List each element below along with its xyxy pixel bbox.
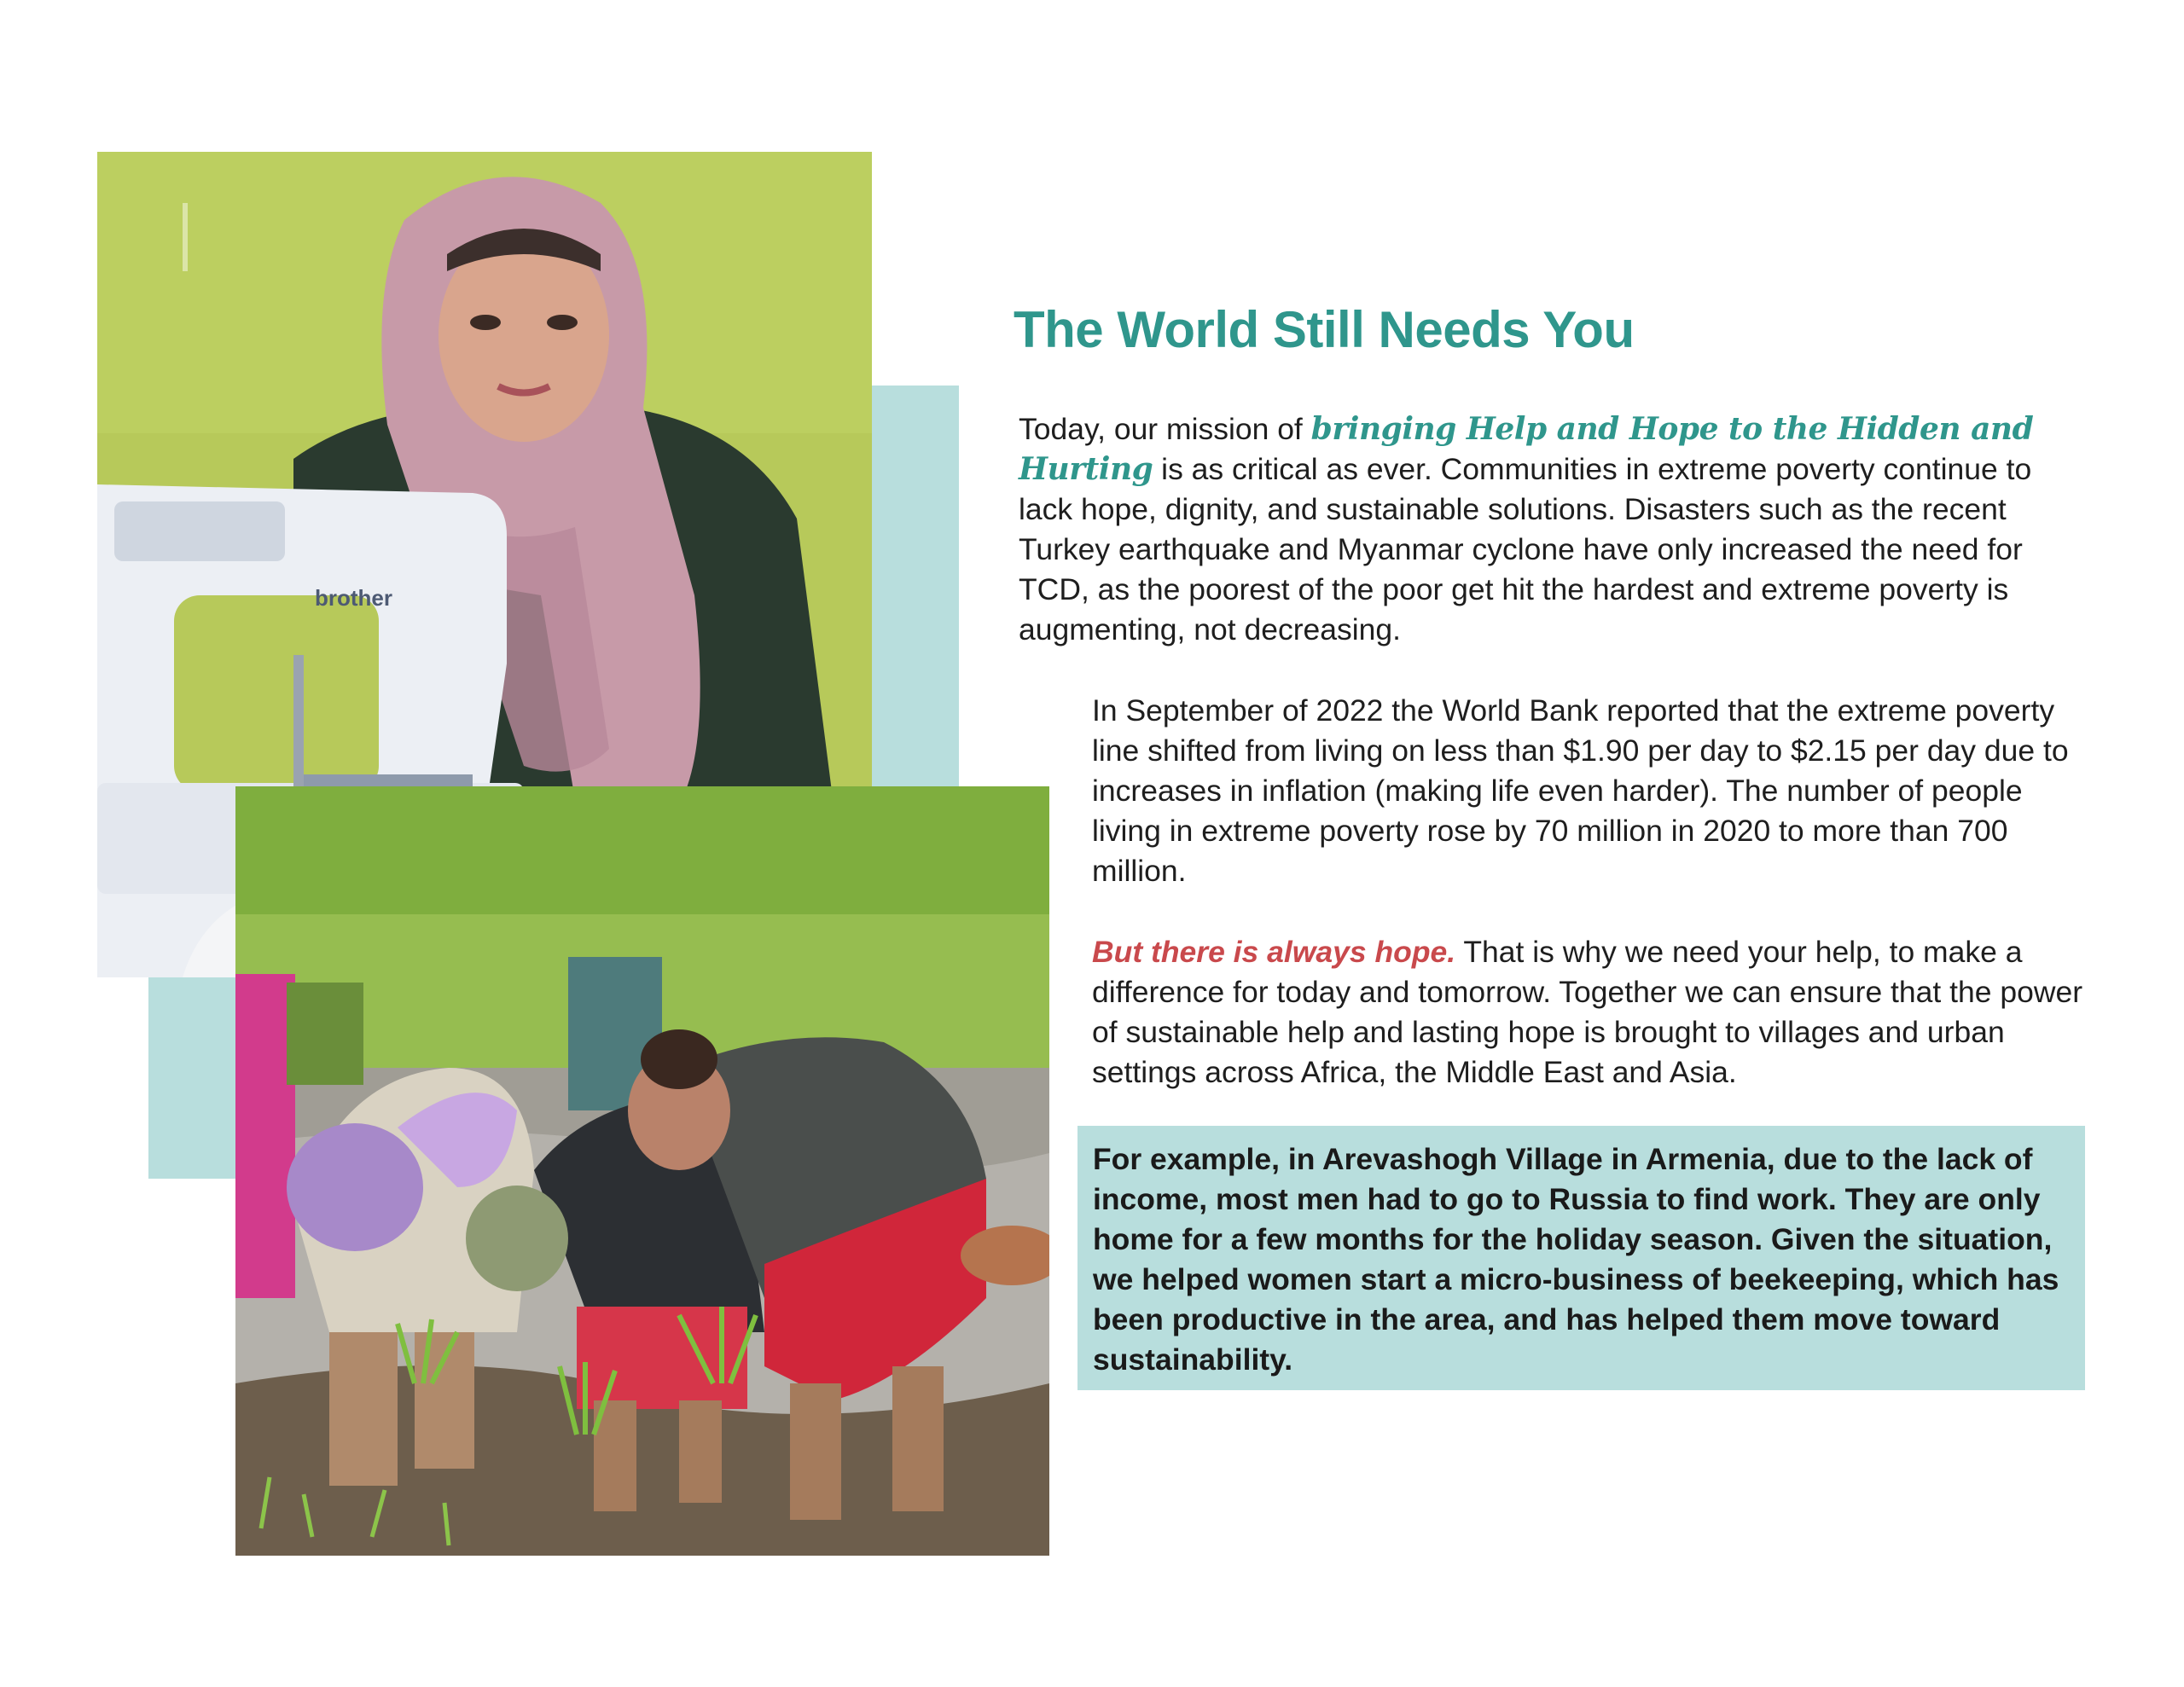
rice-planting-illustration <box>235 786 1049 1556</box>
machine-brand-text: brother <box>315 585 392 611</box>
hope-rest: That is why we need your help, to make a difference for today and tomorrow. Together we can ensure that the power of sustainable help and lasting hope is brought to villages and urban settings across Africa, the Middle East and Asia. <box>1092 935 2083 1089</box>
intro-paragraph <box>1019 409 2094 650</box>
accent-block-bottom <box>148 977 242 1179</box>
hope-emphasis: But there is always hope. <box>1092 935 1456 969</box>
example-text: For example, in Arevashogh Village in Armenia, due to the lack of income, most men had to go to Russia to find work. They are only home for a few months for the holiday season. Given the situation, we helped women start a micro-business of beekeeping, which has been productive in the area, and has helped them move toward sustainability. <box>1093 1142 2059 1377</box>
accent-block-top <box>870 386 959 786</box>
rice-planting-photo <box>235 786 1049 1556</box>
page-title: The World Still Needs You <box>1014 301 1635 358</box>
mission-highlight: bringing Help and Hope to the Hidden and Hurting <box>1019 411 2034 487</box>
intro-rest: is as critical as ever. Communities in extreme poverty continue to lack hope, dignity, and sustainable solutions. Disasters such as the recent Turkey earthquake and Myanmar cyclone have only increased the need for TCD, as the poorest of the poor get hit the hardest and extreme poverty is augmenting, not decreasing. <box>1019 452 2032 646</box>
world-bank-paragraph: In September of 2022 the World Bank reported that the extreme poverty line shifted from living on less than $1.90 per day to $2.15 per day due to increases in inflation (making life even harder). The number of people living in extreme poverty rose by 70 million in 2020 to more than 700 million. <box>1092 693 2069 888</box>
example-callout <box>1077 1126 2085 1390</box>
intro-lead: Today, our mission of <box>1019 412 1311 446</box>
hope-paragraph <box>1092 932 2099 1093</box>
